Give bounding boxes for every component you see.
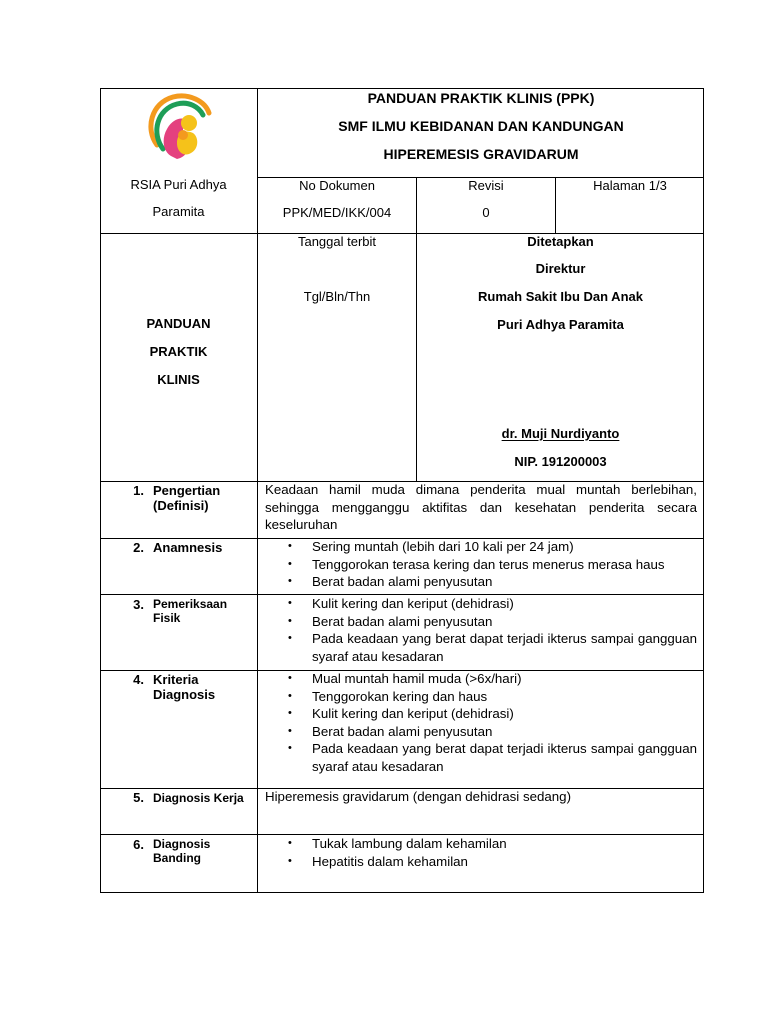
list-item: • Kulit kering dan keriput (dehidrasi) — [288, 706, 514, 722]
hospital-name-line-1: RSIA Puri Adhya — [130, 177, 227, 192]
issue-date-label: Tanggal terbit — [297, 234, 377, 249]
anamnesis-list — [265, 538, 697, 591]
established-label: Ditetapkan — [527, 234, 594, 249]
section-label — [153, 483, 255, 513]
section-label — [153, 672, 255, 702]
signatory-nip: NIP. 191200003 — [514, 454, 607, 469]
revision-value: 0 — [482, 205, 490, 220]
diagnosis-criteria-list — [265, 670, 697, 776]
bullet-icon: • — [288, 614, 292, 627]
list-item: • Berat badan alami penyusutan — [288, 723, 493, 739]
bullet-icon: • — [288, 707, 292, 720]
bullet-icon: • — [288, 575, 292, 588]
ppk-label-line-3: KLINIS — [157, 372, 200, 387]
section-label-line: Kriteria — [153, 672, 199, 687]
bullet-icon: • — [288, 597, 292, 609]
mother-child-logo-icon — [143, 91, 215, 165]
issue-date-value: Tgl/Bln/Thn — [303, 289, 371, 304]
list-item: • Hepatitis dalam kehamilan — [288, 853, 468, 869]
section-label-line: Pemeriksaan — [153, 597, 228, 611]
director-label: Direktur — [535, 261, 586, 276]
hospital-logo — [143, 91, 215, 165]
doc-number-value: PPK/MED/IKK/004 — [282, 205, 392, 220]
bullet-icon: • — [288, 540, 292, 552]
revision-label: Revisi — [468, 178, 504, 193]
list-item: • Pada keadaan yang berat dapat terjadi ikterus sampai gangguan syaraf atau kesadaran — [288, 741, 697, 774]
section-label: Anamnesis — [153, 540, 223, 555]
bullet-icon: • — [288, 837, 292, 849]
list-item: • Tukak lambung dalam kehamilan — [288, 836, 507, 851]
section-label-line: Diagnosis — [153, 837, 211, 851]
hospital-name-line-2: Paramita — [152, 204, 205, 219]
section-number: 5. — [133, 790, 144, 805]
signatory-name — [417, 426, 704, 442]
section-label: Diagnosis Kerja — [153, 791, 244, 805]
differential-diagnosis-list — [265, 835, 697, 870]
bullet-icon: • — [288, 854, 292, 867]
list-item: • Pada keadaan yang berat dapat terjadi ikterus sampai gangguan syaraf atau kesadaran — [288, 631, 697, 664]
physical-exam-list — [265, 595, 697, 665]
bullet-icon: • — [288, 742, 292, 755]
definition-text: Keadaan hamil muda dimana penderita mual muntah berlebihan, sehingga mengganggu aktifitas dan kesehatan penderita secara keseluruhan — [265, 482, 697, 533]
department-title: SMF ILMU KEBIDANAN DAN KANDUNGAN — [338, 118, 624, 134]
bullet-icon: • — [288, 672, 292, 684]
section-label-line: Fisik — [153, 611, 181, 625]
bullet-icon: • — [288, 724, 292, 737]
hospital-full-name-line-2: Puri Adhya Paramita — [497, 317, 624, 332]
document-title: PANDUAN PRAKTIK KLINIS (PPK) — [367, 90, 595, 106]
bullet-icon: • — [288, 557, 292, 570]
section-number: 3. — [133, 597, 144, 612]
section-label-line: (Definisi) — [153, 498, 209, 513]
section-label-line: Banding — [153, 851, 201, 865]
list-item: • Berat badan alami penyusutan — [288, 613, 493, 629]
list-item: • Tenggorokan kering dan haus — [288, 688, 488, 704]
list-item: • Sering muntah (lebih dari 10 kali per 24 jam) — [288, 539, 574, 554]
section-number: 1. — [133, 483, 144, 498]
section-number: 2. — [133, 540, 144, 555]
ppk-label-line-1: PANDUAN — [146, 316, 211, 331]
list-item: • Kulit kering dan keriput (dehidrasi) — [288, 596, 514, 611]
topic-title: HIPEREMESIS GRAVIDARUM — [383, 146, 579, 162]
list-item: • Berat badan alami penyusutan — [288, 574, 493, 590]
section-number: 6. — [133, 837, 144, 852]
section-label — [153, 597, 255, 625]
bullet-icon: • — [288, 632, 292, 645]
hospital-full-name-line-1: Rumah Sakit Ibu Dan Anak — [478, 289, 643, 304]
doc-number-label: No Dokumen — [299, 178, 375, 193]
ppk-label-line-2: PRAKTIK — [149, 344, 208, 359]
page-number: Halaman 1/3 — [593, 178, 667, 193]
section-label-line: Diagnosis — [153, 687, 216, 702]
section-number: 4. — [133, 672, 144, 687]
list-item: • Mual muntah hamil muda (>6x/hari) — [288, 671, 522, 686]
list-item: • Tenggorokan terasa kering dan terus menerus merasa haus — [288, 556, 665, 572]
section-label-line: Pengertian — [153, 483, 221, 498]
working-diagnosis-text: Hiperemesis gravidarum (dengan dehidrasi sedang) — [265, 789, 571, 804]
section-label — [153, 837, 255, 865]
signatory-name-text: dr. Muji Nurdiyanto — [501, 426, 620, 441]
bullet-icon: • — [288, 689, 292, 702]
